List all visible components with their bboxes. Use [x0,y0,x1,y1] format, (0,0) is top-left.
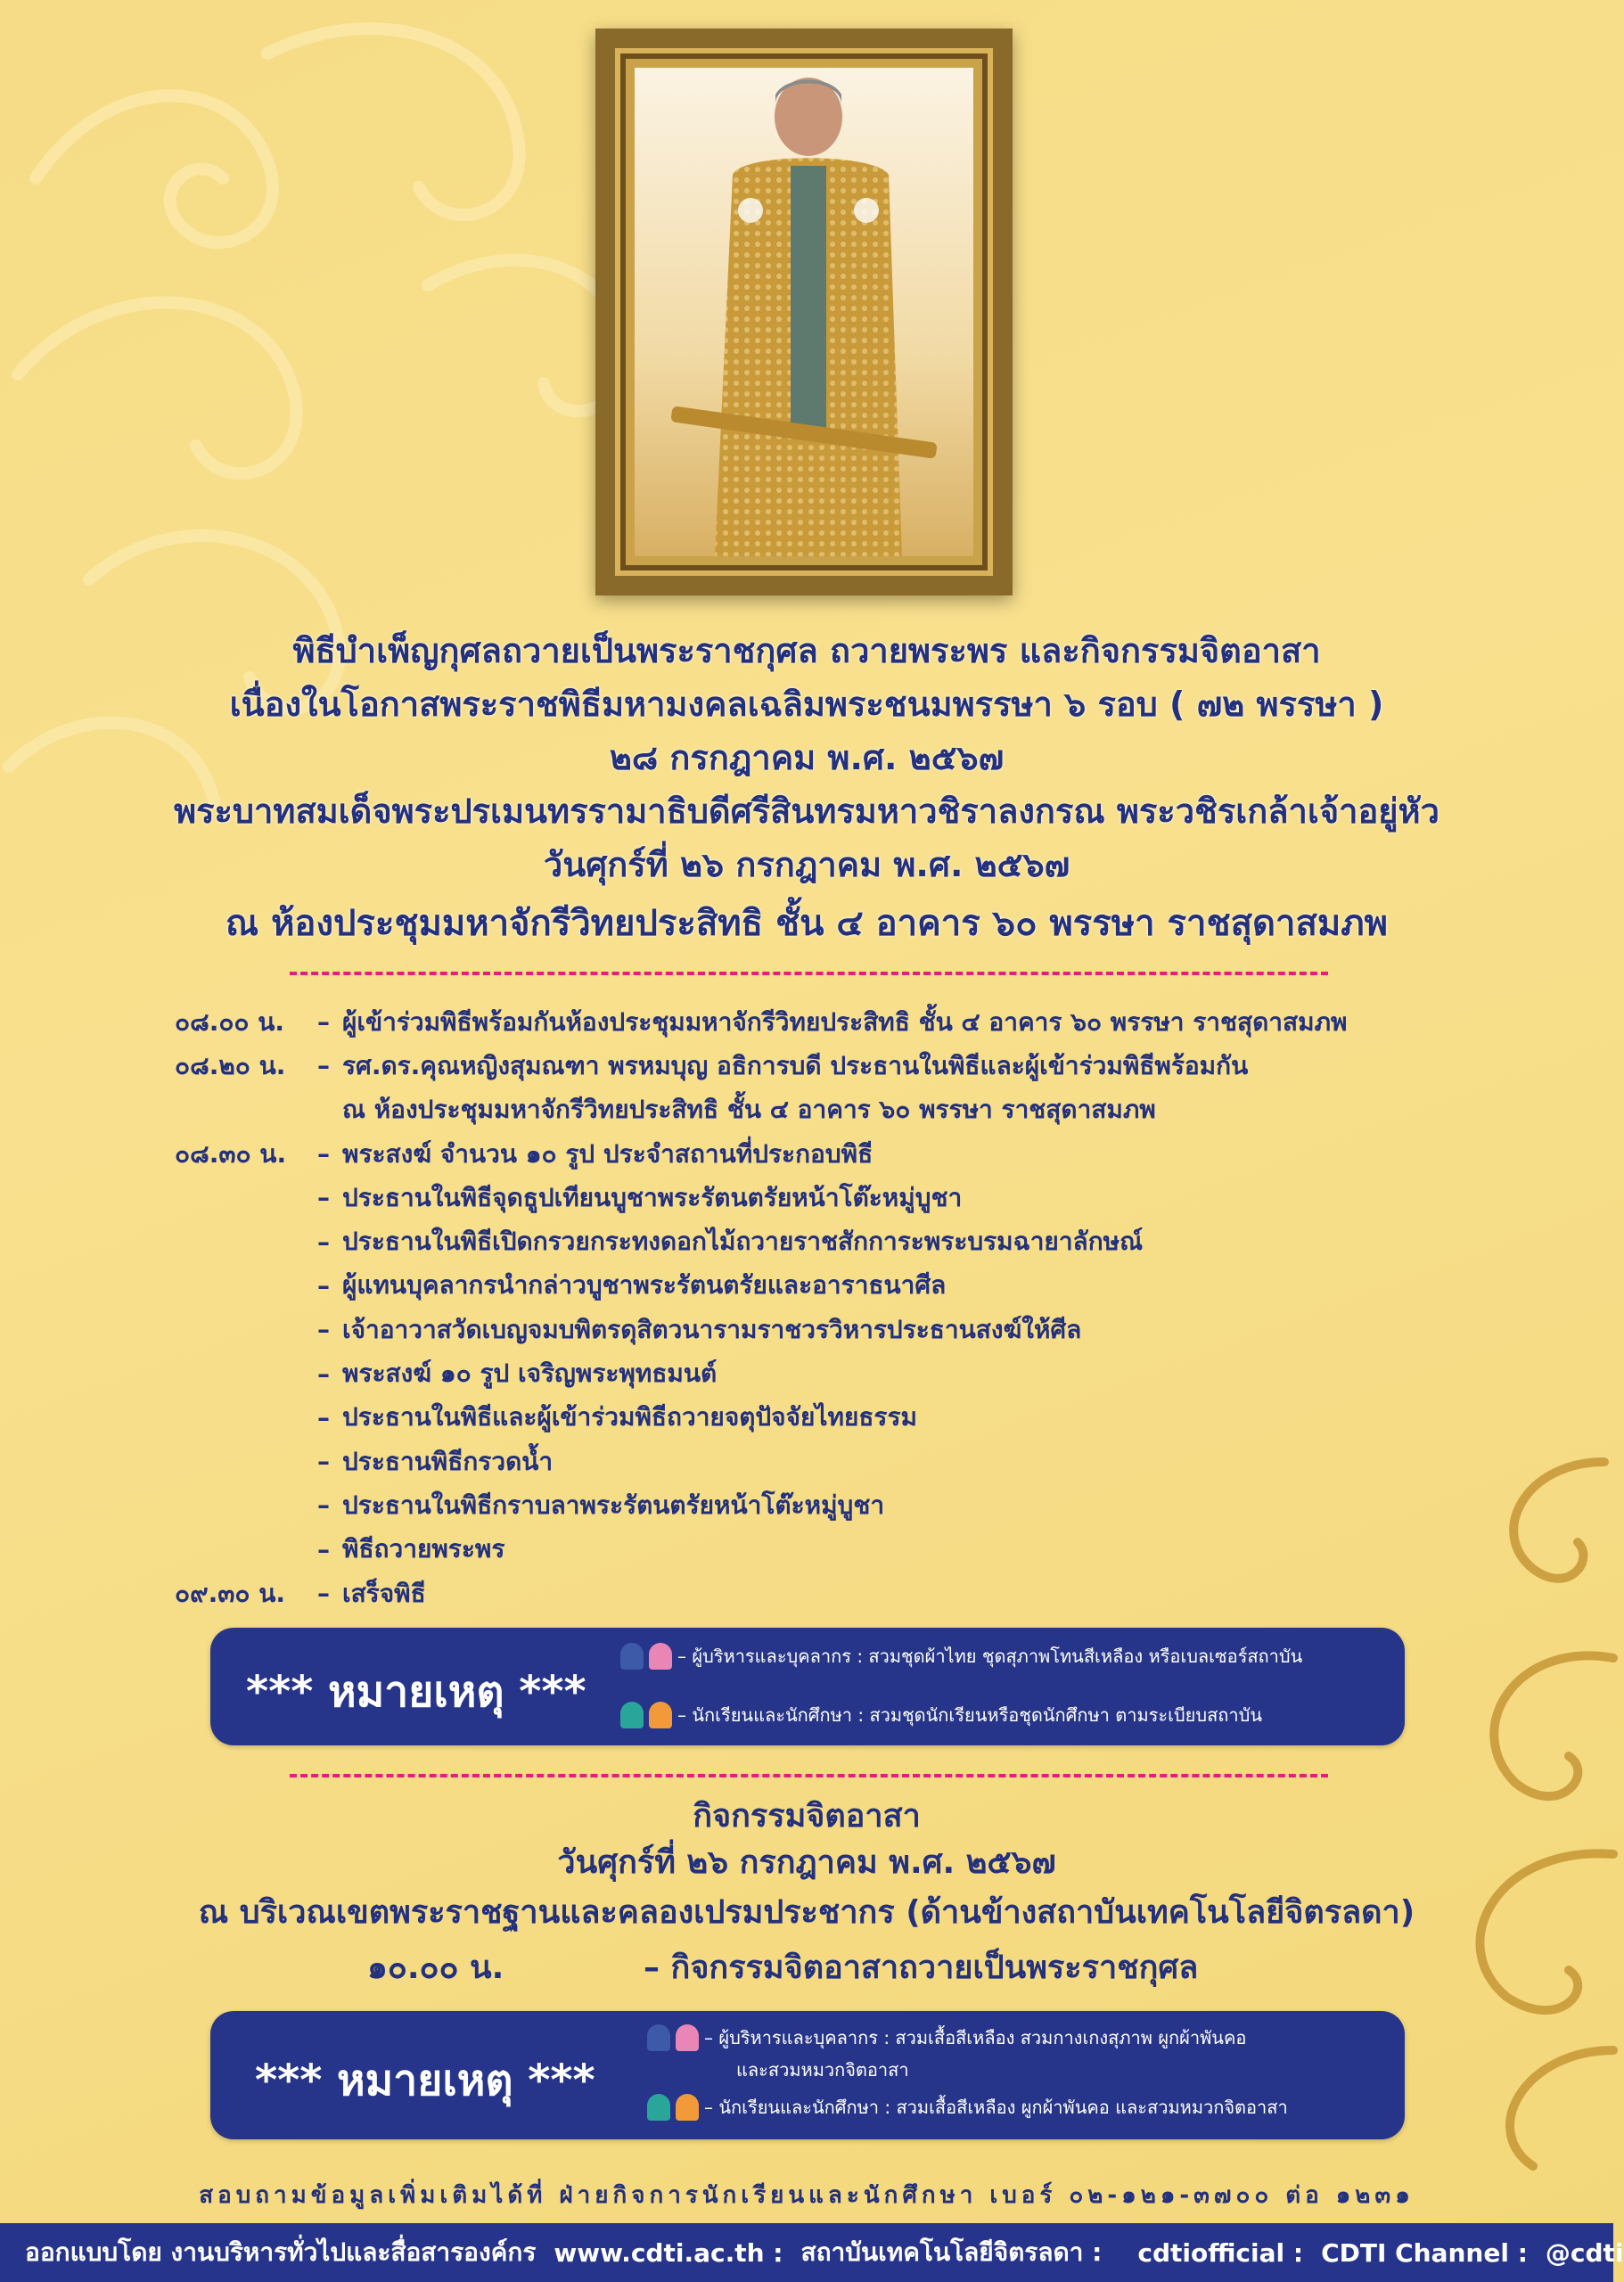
note-2-staff-cont [736,2056,909,2084]
footer-youtube-link[interactable]: CDTI Channel : [1321,2237,1528,2268]
activity-time: ๑๐.๐๐ น. [367,1950,504,1986]
schedule-time: ๐๙.๓๐ น. [175,1578,285,1608]
footer-design: ออกแบบโดย งานบริหารทั่วไปและสื่อสารองค์กร [25,2237,537,2267]
note-2-heading: *** หมายเหตุ *** [255,2056,595,2106]
note-box-1 [210,1628,1405,1745]
activity-date: วันศุกร์ที่ ๒๖ กรกฎาคม พ.ศ. ๒๕๖๗ [557,1844,1056,1881]
footer-line-link[interactable]: @cdti [1545,2237,1624,2268]
divider-middle [290,1774,1328,1777]
schedule-dash: – [317,1534,330,1564]
schedule-text: พระสงฆ์ ๑๐ รูป เจริญพระพุทธมนต์ [342,1359,718,1389]
schedule-text: เสร็จพิธี [342,1578,426,1608]
note-2-student [647,2093,1288,2122]
note-2-student-text: – นักเรียนและนักศึกษา : สวมเสื้อสีเหลือง ผูกผ้าพันคอ และสวมหมวกจิตอาสา [704,2097,1288,2118]
student-female-icon [676,2094,699,2121]
schedule-time: ๐๘.๐๐ น. [175,1006,285,1037]
staff-icon [647,2024,670,2051]
royal-portrait-illustration [635,68,973,556]
staff-female-icon [676,2024,699,2051]
contact-info: สอบถามข้อมูลเพิ่มเติมได้ที่ ฝ่ายกิจการนักเรียนและนักศึกษา เบอร์ ๐๒-๑๒๑-๓๗๐๐ ต่อ ๑๒๓๑ [199,2182,1415,2209]
header-line-5: วันศุกร์ที่ ๒๖ กรกฎาคม พ.ศ. ๒๕๖๗ [543,845,1070,884]
student-icon [647,2094,670,2121]
schedule-dash: – [317,1447,330,1477]
schedule-row [175,1483,1512,1527]
schedule-time: ๐๘.๒๐ น. [175,1050,286,1080]
note-1-heading: *** หมายเหตุ *** [246,1667,586,1717]
schedule-dash: – [317,1051,330,1081]
royal-portrait [635,68,973,556]
footer-social-handle[interactable]: cdtiofficial : [1137,2237,1304,2268]
divider-top [290,972,1328,975]
schedule-row [175,1351,1512,1395]
schedule-dash: – [317,1270,330,1301]
schedule-text: ประธานในพิธีจุดธูปเทียนบูชาพระรัตนตรัยหน้าโต๊ะหมู่บูชา [342,1182,963,1212]
schedule-dash: – [317,1007,330,1038]
schedule-dash: – [317,1315,330,1345]
note-box-2 [210,2011,1405,2139]
schedule-dash: – [317,1579,330,1608]
note-2-staff-text-2: และสวมหมวกจิตอาสา [736,2059,909,2081]
header-line-3: ๒๘ กรกฎาคม พ.ศ. ๒๕๖๗ [609,738,1005,777]
schedule-row [175,1264,1512,1308]
ceremony-header [0,624,1613,956]
activity-item: – กิจกรรมจิตอาสาถวายเป็นพระราชกุศล [644,1950,1199,1986]
schedule-dash: – [317,1183,330,1213]
schedule-row [175,1308,1512,1351]
student-female-icon [649,1702,672,1728]
schedule-row [175,1572,1512,1615]
note-1-student [620,1701,1262,1729]
note-1-student-text: – นักเรียนและนักศึกษา : สวมชุดนักเรียนหรือชุดนักศึกษา ตามระเบียบสถาบัน [677,1704,1262,1726]
schedule-text: ประธานพิธีกรวดน้ำ [342,1446,554,1476]
schedule-row [175,1528,1512,1572]
header-line-2: เนื่องในโอกาสพระราชพิธีมหามงคลเฉลิมพระชนมพรรษา ๖ รอบ ( ๗๒ พรรษา ) [229,685,1384,724]
student-icon [620,1702,644,1728]
schedule-dash: – [317,1402,330,1432]
note-2-staff [647,2023,1246,2052]
schedule-text: ณ ห้องประชุมมหาจักรีวิทยประสิทธิ ชั้น ๔ อาคาร ๖๐ พรรษา ราชสุดาสมภพ [342,1095,1156,1125]
schedule-dash: – [317,1359,330,1389]
staff-icon [620,1643,644,1670]
header-line-1: พิธีบำเพ็ญกุศลถวายเป็นพระราชกุศล ถวายพระพร และกิจกรรมจิตอาสา [292,631,1321,670]
schedule-text: ผู้แทนบุคลากรนำกล่าวบูชาพระรัตนตรัยและอาราธนาศีล [342,1270,947,1301]
schedule-text: รศ.ดร.คุณหญิงสุมณฑา พรหมบุญ อธิการบดี ประธานในพิธีและผู้เข้าร่วมพิธีพร้อมกัน [342,1050,1249,1080]
schedule-time: ๐๘.๓๐ น. [175,1138,287,1169]
schedule-text: ประธานในพิธีเปิดกรวยกระทงดอกไม้ถวายราชสักการะพระบรมฉายาลักษณ์ [342,1227,1144,1257]
schedule [175,1000,1512,1615]
schedule-text: ประธานในพิธีกราบลาพระรัตนตรัยหน้าโต๊ะหมู่บูชา [342,1490,885,1520]
schedule-row [175,1176,1512,1219]
schedule-dash: – [317,1490,330,1521]
schedule-row [175,1132,1512,1176]
activity-title: กิจกรรมจิตอาสา [693,1798,921,1835]
schedule-text: พิธีถวายพระพร [342,1534,505,1564]
schedule-text: ผู้เข้าร่วมพิธีพร้อมกันห้องประชุมมหาจักรีวิทยประสิทธิ ชั้น ๔ อาคาร ๖๐ พรรษา ราชสุดาสมภพ [342,1006,1348,1037]
portrait-frame [595,29,1013,595]
schedule-text: เจ้าอาวาสวัดเบญจมบพิตรดุสิตวนารามราชวรวิหารประธานสงฆ์ให้ศีล [342,1314,1082,1344]
footer-facebook-link[interactable]: สถาบันเทคโนโลยีจิตรลดา : [800,2237,1103,2267]
schedule-row [175,1044,1512,1088]
activity-place: ณ บริเวณเขตพระราชฐานและคลองเปรมประชากร (ด้านข้างสถาบันเทคโนโลยีจิตรลดา) [198,1894,1415,1931]
schedule-text: พระสงฆ์ จำนวน ๑๐ รูป ประจำสถานที่ประกอบพิธี [342,1138,874,1169]
header-line-4: พระบาทสมเด็จพระปรเมนทรรามาธิบดีศรีสินทรมหาวชิราลงกรณ พระวชิรเกล้าเจ้าอยู่หัว [174,792,1439,831]
schedule-dash: – [317,1227,330,1257]
schedule-row [175,1000,1512,1044]
staff-female-icon [649,1643,672,1670]
note-1-staff [620,1642,1302,1670]
footer-bar [0,2223,1624,2282]
schedule-row [175,1396,1512,1440]
schedule-row [175,1440,1512,1483]
schedule-row [175,1088,1512,1132]
note-2-staff-text: – ผู้บริหารและบุคลากร : สวมเสื้อสีเหลือง สวมกางเกงสุภาพ ผูกผ้าพันคอ [704,2027,1247,2048]
schedule-text: ประธานในพิธีและผู้เข้าร่วมพิธีถวายจตุปัจจัยไทยธรรม [342,1402,917,1432]
note-1-staff-text: – ผู้บริหารและบุคลากร : สวมชุดผ้าไทย ชุดสุภาพโทนสีเหลือง หรือเบลเซอร์สถาบัน [677,1646,1303,1667]
header-line-6: ณ ห้องประชุมมหาจักรีวิทยประสิทธิ ชั้น ๔ อาคาร ๖๐ พรรษา ราชสุดาสมภพ [226,903,1388,944]
schedule-dash: – [317,1139,330,1170]
schedule-row [175,1219,1512,1263]
footer-website-link[interactable]: www.cdti.ac.th : [554,2237,783,2268]
